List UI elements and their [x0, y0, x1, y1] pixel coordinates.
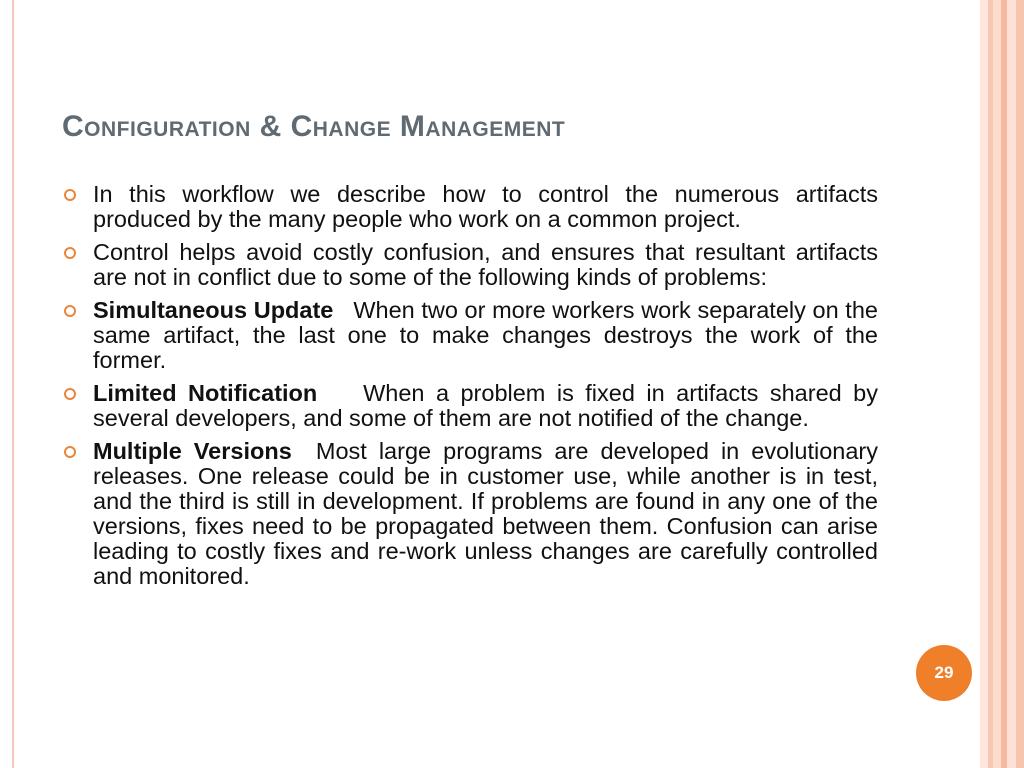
stripe: [993, 0, 1001, 768]
bullet-ring-icon: [64, 305, 76, 317]
decorative-stripes: [980, 0, 1024, 768]
bullet-text: In this workflow we describe how to control the numerous artifacts produced by the many people who work on a common project.: [93, 181, 878, 232]
left-frame-line: [12, 0, 14, 768]
stripe: [1016, 0, 1024, 768]
bullet-text: Most large programs are developed in evolutionary releases. One release could be in customer use, while another is in test, and the third is still in development. If problems are found in any one of the versions, fixes need to be propagated between them. Confusion can arise leading to costly fixes and re-work unless changes are carefully controlled and monitored.: [93, 438, 878, 589]
page-number-badge: 29: [916, 645, 972, 701]
bullet-text: When two or more workers work separately on the same artifact, the last one to make changes destroys the work of the former.: [93, 297, 878, 373]
bullet-list: [64, 182, 878, 597]
stripe: [980, 0, 988, 768]
bullet-term: Limited Notification: [93, 380, 318, 406]
stripe: [1007, 0, 1016, 768]
bullet-ring-icon: [64, 388, 76, 400]
bullet-ring-icon: [64, 189, 76, 201]
bullet-ring-icon: [64, 247, 76, 259]
bullet-ring-icon: [64, 446, 76, 458]
slide-title: Configuration & Change Management: [62, 110, 566, 143]
bullet-term: Simultaneous Update: [93, 297, 334, 323]
bullet-item: [64, 182, 878, 232]
bullet-term: Multiple Versions: [93, 438, 292, 464]
bullet-text: Control helps avoid costly confusion, and ensures that resultant artifacts are not in conflict due to some of the following kinds of problems:: [93, 239, 878, 290]
bullet-text: When a problem is fixed in artifacts shared by several developers, and some of them are not notified of the change.: [93, 380, 878, 431]
bullet-item: [64, 381, 878, 431]
bullet-item: [64, 439, 878, 589]
bullet-item: [64, 240, 878, 290]
bullet-item: [64, 298, 878, 373]
